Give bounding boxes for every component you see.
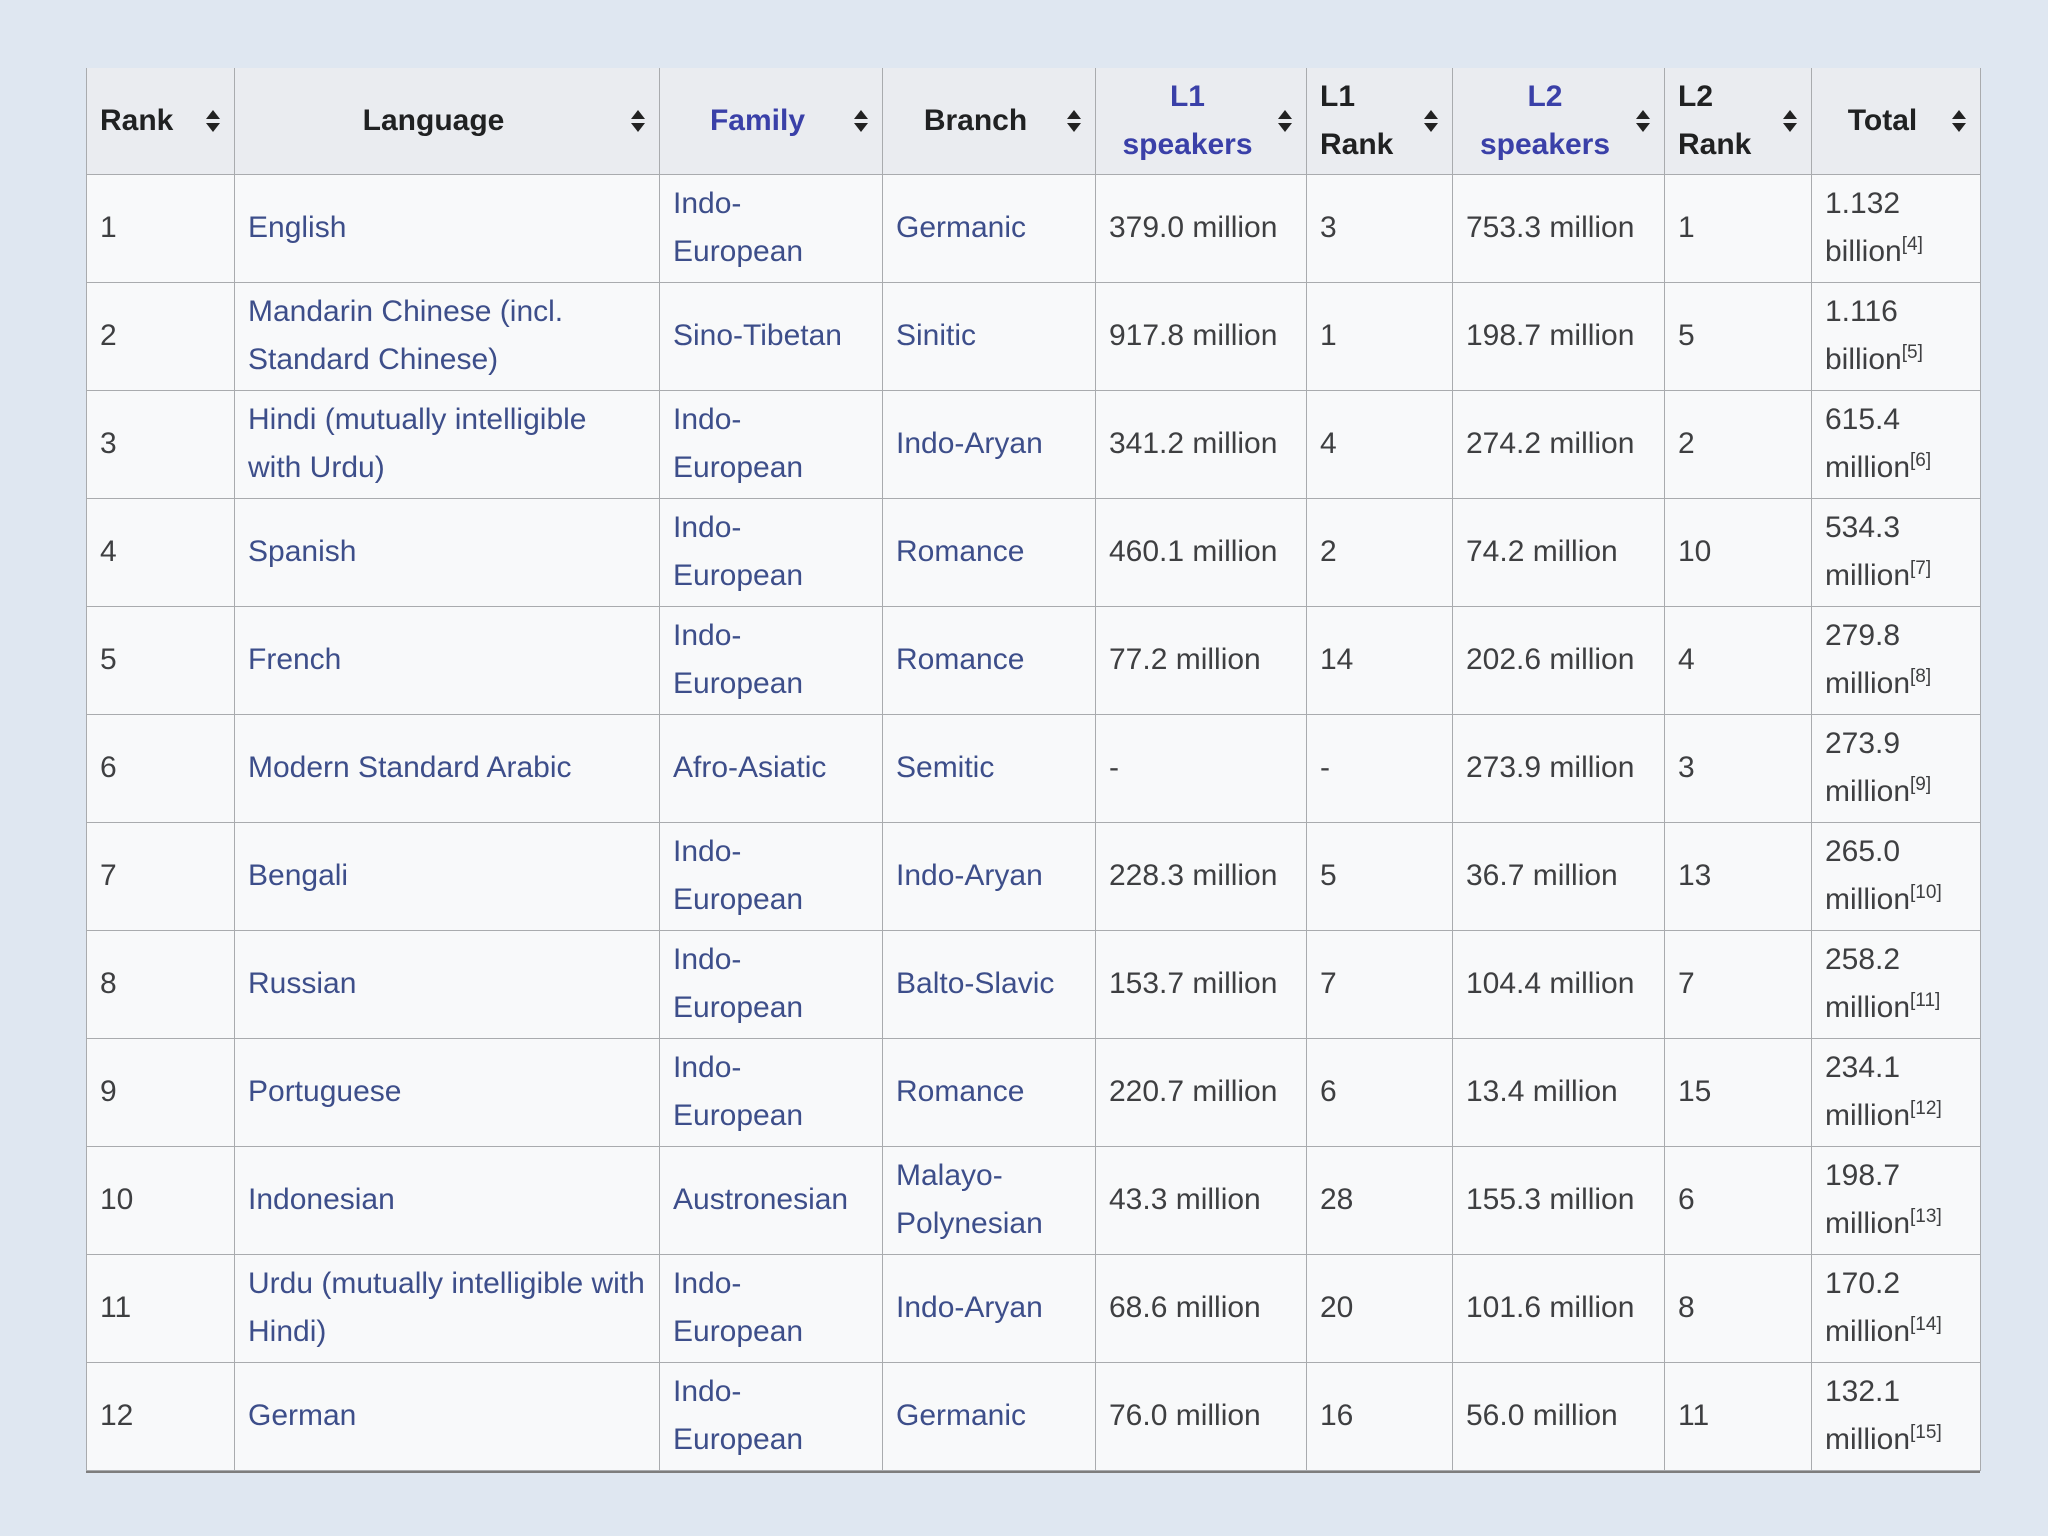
- table-body: [87, 174, 1981, 1470]
- cell-l2-rank: [1665, 174, 1812, 282]
- cell-total: [1812, 822, 1981, 930]
- cell-text: 228.3 million: [1109, 859, 1278, 892]
- cell-link[interactable]: Indo-European: [673, 1051, 804, 1132]
- cell-link[interactable]: Urdu (mutually intelligible with Hindi): [248, 1267, 645, 1348]
- cell-text: 12: [100, 1399, 134, 1432]
- reference-link[interactable]: [12]: [1910, 1098, 1942, 1119]
- cell-text: 153.7 million: [1109, 967, 1278, 1000]
- table-row: [87, 1254, 1981, 1362]
- cell-rank: [87, 1362, 235, 1470]
- cell-l1-speakers: [1096, 1146, 1307, 1254]
- table-row: [87, 1362, 1981, 1470]
- cell-l1-rank: [1307, 1038, 1453, 1146]
- header-label: Total: [1847, 103, 1918, 137]
- cell-text: 7: [100, 859, 117, 892]
- cell-text: 341.2 million: [1109, 427, 1278, 460]
- cell-text: 76.0 million: [1109, 1399, 1261, 1432]
- cell-l1-speakers: [1096, 174, 1307, 282]
- reference-link[interactable]: [7]: [1910, 558, 1932, 579]
- cell-language[interactable]: [235, 174, 660, 282]
- cell-link[interactable]: Indo-European: [673, 511, 804, 592]
- cell-text: 753.3 million: [1466, 211, 1635, 244]
- cell-total: [1812, 390, 1981, 498]
- reference-link[interactable]: [10]: [1910, 882, 1942, 903]
- cell-l2-speakers: [1453, 606, 1665, 714]
- cell-text: 7: [1320, 967, 1337, 1000]
- cell-text: 6: [100, 751, 117, 784]
- sort-arrows-icon[interactable]: [1783, 110, 1797, 132]
- cell-text: 1.116 billion: [1825, 295, 1902, 376]
- cell-link[interactable]: Indo-European: [673, 943, 804, 1024]
- cell-link[interactable]: Modern Standard Arabic: [248, 751, 572, 784]
- cell-text: 3: [100, 427, 117, 460]
- cell-language[interactable]: [235, 1146, 660, 1254]
- cell-rank: [87, 1038, 235, 1146]
- sort-arrows-icon[interactable]: [1067, 110, 1081, 132]
- header-l2-speakers[interactable]: [1453, 68, 1665, 174]
- cell-branch[interactable]: [883, 282, 1096, 390]
- cell-l1-rank: [1307, 1254, 1453, 1362]
- cell-language[interactable]: [235, 1362, 660, 1470]
- cell-l2-speakers: [1453, 714, 1665, 822]
- cell-text: 1: [1320, 319, 1337, 352]
- cell-text: 104.4 million: [1466, 967, 1635, 1000]
- sort-arrows-icon[interactable]: [1952, 110, 1966, 132]
- cell-branch[interactable]: [883, 1146, 1096, 1254]
- cell-link[interactable]: Indo-European: [673, 403, 804, 484]
- cell-rank: [87, 822, 235, 930]
- cell-text: 4: [1678, 643, 1695, 676]
- cell-text: 220.7 million: [1109, 1075, 1278, 1108]
- cell-text: -: [1320, 751, 1330, 784]
- cell-l1-rank: [1307, 714, 1453, 822]
- cell-text: 11: [1678, 1399, 1710, 1432]
- cell-family[interactable]: [660, 930, 883, 1038]
- cell-l1-speakers: [1096, 930, 1307, 1038]
- cell-total: [1812, 606, 1981, 714]
- cell-branch[interactable]: [883, 1362, 1096, 1470]
- table-row: [87, 390, 1981, 498]
- cell-link[interactable]: Romance: [896, 1075, 1025, 1108]
- cell-family[interactable]: [660, 1254, 883, 1362]
- cell-branch[interactable]: [883, 1254, 1096, 1362]
- header-family[interactable]: [660, 68, 883, 174]
- cell-text: 2: [100, 319, 117, 352]
- cell-link[interactable]: Hindi (mutually intelligible with Urdu): [248, 403, 587, 484]
- header-rank[interactable]: [87, 68, 235, 174]
- header-label: L1 Rank: [1320, 79, 1394, 161]
- cell-l1-speakers: [1096, 822, 1307, 930]
- table-row: [87, 174, 1981, 282]
- table-row: [87, 498, 1981, 606]
- cell-total: [1812, 1362, 1981, 1470]
- cell-total: [1812, 1254, 1981, 1362]
- cell-link[interactable]: Indo-European: [673, 1375, 804, 1456]
- table-row: [87, 714, 1981, 822]
- table-row: [87, 1038, 1981, 1146]
- cell-text: 273.9 million: [1825, 727, 1911, 808]
- cell-family[interactable]: [660, 1038, 883, 1146]
- cell-l1-rank: [1307, 1362, 1453, 1470]
- cell-link[interactable]: Malayo-Polynesian: [896, 1159, 1043, 1240]
- cell-link[interactable]: Spanish: [248, 535, 357, 568]
- cell-l1-rank: [1307, 498, 1453, 606]
- cell-l2-speakers: [1453, 282, 1665, 390]
- cell-rank: [87, 174, 235, 282]
- cell-link[interactable]: Austronesian: [673, 1183, 849, 1216]
- cell-text: 198.7 million: [1825, 1159, 1911, 1240]
- cell-l1-rank: [1307, 930, 1453, 1038]
- cell-text: 56.0 million: [1466, 1399, 1618, 1432]
- cell-total: [1812, 714, 1981, 822]
- reference-link[interactable]: [5]: [1901, 342, 1923, 363]
- cell-rank: [87, 390, 235, 498]
- reference-link[interactable]: [6]: [1910, 450, 1932, 471]
- cell-text: 15: [1678, 1075, 1712, 1108]
- cell-l1-rank: [1307, 1146, 1453, 1254]
- cell-text: 917.8 million: [1109, 319, 1278, 352]
- header-link[interactable]: L2 speakers: [1479, 79, 1611, 161]
- cell-text: 3: [1320, 211, 1337, 244]
- cell-rank: [87, 1254, 235, 1362]
- cell-text: 202.6 million: [1466, 643, 1635, 676]
- cell-family[interactable]: [660, 498, 883, 606]
- cell-l1-rank: [1307, 390, 1453, 498]
- cell-language[interactable]: [235, 822, 660, 930]
- cell-branch[interactable]: [883, 606, 1096, 714]
- cell-link[interactable]: Mandarin Chinese (incl. Standard Chinese): [248, 295, 564, 376]
- cell-l2-speakers: [1453, 498, 1665, 606]
- cell-text: 2: [1678, 427, 1695, 460]
- cell-language[interactable]: [235, 390, 660, 498]
- cell-link[interactable]: Semitic: [896, 751, 995, 784]
- cell-link[interactable]: Balto-Slavic: [896, 967, 1055, 1000]
- cell-text: 170.2 million: [1825, 1267, 1911, 1348]
- cell-l2-rank: [1665, 390, 1812, 498]
- cell-l1-speakers: [1096, 1254, 1307, 1362]
- cell-text: 155.3 million: [1466, 1183, 1635, 1216]
- cell-family[interactable]: [660, 390, 883, 498]
- header-link[interactable]: Family: [709, 103, 806, 137]
- cell-text: 273.9 million: [1466, 751, 1635, 784]
- cell-language[interactable]: [235, 1254, 660, 1362]
- reference-link[interactable]: [13]: [1910, 1206, 1942, 1227]
- cell-l2-rank: [1665, 1038, 1812, 1146]
- cell-family[interactable]: [660, 606, 883, 714]
- cell-l2-speakers: [1453, 1362, 1665, 1470]
- cell-l2-speakers: [1453, 174, 1665, 282]
- cell-family[interactable]: [660, 1146, 883, 1254]
- cell-language[interactable]: [235, 498, 660, 606]
- cell-link[interactable]: English: [248, 211, 347, 244]
- cell-text: 1.132 billion: [1825, 187, 1902, 268]
- cell-link[interactable]: Indo-European: [673, 1267, 804, 1348]
- table-row: [87, 282, 1981, 390]
- cell-link[interactable]: Romance: [896, 643, 1025, 676]
- cell-rank: [87, 1146, 235, 1254]
- cell-branch[interactable]: [883, 390, 1096, 498]
- cell-text: 36.7 million: [1466, 859, 1618, 892]
- cell-l2-speakers: [1453, 1146, 1665, 1254]
- cell-branch[interactable]: [883, 822, 1096, 930]
- cell-text: 16: [1320, 1399, 1354, 1432]
- cell-total: [1812, 1038, 1981, 1146]
- cell-link[interactable]: German: [248, 1399, 357, 1432]
- cell-total: [1812, 282, 1981, 390]
- cell-family[interactable]: [660, 822, 883, 930]
- sort-arrows-icon[interactable]: [631, 110, 645, 132]
- table-row: [87, 930, 1981, 1038]
- header-total[interactable]: [1812, 68, 1981, 174]
- reference-link[interactable]: [4]: [1901, 234, 1923, 255]
- header-l1-speakers[interactable]: [1096, 68, 1307, 174]
- cell-rank: [87, 930, 235, 1038]
- cell-branch[interactable]: [883, 498, 1096, 606]
- header-l2-rank[interactable]: [1665, 68, 1812, 174]
- cell-total: [1812, 174, 1981, 282]
- cell-l2-rank: [1665, 1254, 1812, 1362]
- cell-l1-speakers: [1096, 1362, 1307, 1470]
- cell-branch[interactable]: [883, 930, 1096, 1038]
- header-row: [87, 68, 1981, 174]
- cell-text: 4: [1320, 427, 1337, 460]
- cell-family[interactable]: [660, 282, 883, 390]
- cell-language[interactable]: [235, 606, 660, 714]
- languages-table: [86, 68, 1981, 1471]
- cell-link[interactable]: Indo-European: [673, 187, 804, 268]
- cell-l2-rank: [1665, 1146, 1812, 1254]
- cell-l1-speakers: [1096, 606, 1307, 714]
- header-label: Branch: [923, 103, 1028, 137]
- cell-text: 43.3 million: [1109, 1183, 1261, 1216]
- cell-branch[interactable]: [883, 1038, 1096, 1146]
- cell-text: 3: [1678, 751, 1695, 784]
- cell-text: -: [1109, 751, 1119, 784]
- cell-l2-speakers: [1453, 1254, 1665, 1362]
- cell-family[interactable]: [660, 1362, 883, 1470]
- cell-l1-rank: [1307, 606, 1453, 714]
- cell-text: 10: [100, 1183, 134, 1216]
- cell-text: 615.4 million: [1825, 403, 1911, 484]
- cell-link[interactable]: Indo-Aryan: [896, 1291, 1043, 1324]
- cell-total: [1812, 498, 1981, 606]
- cell-text: 10: [1678, 535, 1712, 568]
- cell-link[interactable]: French: [248, 643, 342, 676]
- cell-l1-speakers: [1096, 714, 1307, 822]
- cell-link[interactable]: Indo-Aryan: [896, 859, 1043, 892]
- table-row: [87, 822, 1981, 930]
- header-branch[interactable]: [883, 68, 1096, 174]
- header-link[interactable]: L1 speakers: [1122, 79, 1253, 161]
- cell-link[interactable]: Indonesian: [248, 1183, 395, 1216]
- cell-text: 460.1 million: [1109, 535, 1278, 568]
- cell-text: 132.1 million: [1825, 1375, 1911, 1456]
- cell-text: 2: [1320, 535, 1337, 568]
- cell-text: 258.2 million: [1825, 943, 1911, 1024]
- cell-total: [1812, 1146, 1981, 1254]
- cell-text: 5: [1320, 859, 1337, 892]
- cell-l2-speakers: [1453, 390, 1665, 498]
- cell-l2-speakers: [1453, 822, 1665, 930]
- cell-text: 20: [1320, 1291, 1354, 1324]
- cell-l2-rank: [1665, 822, 1812, 930]
- cell-text: 6: [1320, 1075, 1337, 1108]
- header-label: Rank: [100, 103, 174, 137]
- cell-text: 68.6 million: [1109, 1291, 1261, 1324]
- cell-link[interactable]: Germanic: [896, 211, 1027, 244]
- cell-text: 101.6 million: [1466, 1291, 1635, 1324]
- cell-text: 265.0 million: [1825, 835, 1911, 916]
- cell-l1-rank: [1307, 822, 1453, 930]
- cell-l2-rank: [1665, 714, 1812, 822]
- cell-link[interactable]: Portuguese: [248, 1075, 402, 1108]
- cell-l1-speakers: [1096, 1038, 1307, 1146]
- cell-text: 74.2 million: [1466, 535, 1618, 568]
- cell-text: 234.1 million: [1825, 1051, 1911, 1132]
- cell-text: 28: [1320, 1183, 1354, 1216]
- cell-language[interactable]: [235, 714, 660, 822]
- cell-link[interactable]: Bengali: [248, 859, 349, 892]
- table-row: [87, 606, 1981, 714]
- cell-link[interactable]: Indo-Aryan: [896, 427, 1043, 460]
- cell-text: 4: [100, 535, 117, 568]
- cell-branch[interactable]: [883, 174, 1096, 282]
- sort-arrows-icon[interactable]: [206, 110, 220, 132]
- cell-language[interactable]: [235, 930, 660, 1038]
- reference-link[interactable]: [8]: [1910, 666, 1932, 687]
- table-row: [87, 1146, 1981, 1254]
- cell-text: 13: [1678, 859, 1712, 892]
- cell-link[interactable]: Sino-Tibetan: [673, 319, 842, 352]
- cell-text: 5: [1678, 319, 1695, 352]
- cell-text: 534.3 million: [1825, 511, 1911, 592]
- cell-text: 8: [1678, 1291, 1695, 1324]
- cell-text: 279.8 million: [1825, 619, 1911, 700]
- cell-branch[interactable]: [883, 714, 1096, 822]
- cell-text: 198.7 million: [1466, 319, 1635, 352]
- reference-link[interactable]: [14]: [1910, 1314, 1942, 1335]
- cell-text: 1: [1678, 211, 1695, 244]
- cell-total: [1812, 930, 1981, 1038]
- cell-link[interactable]: Indo-European: [673, 835, 804, 916]
- cell-rank: [87, 714, 235, 822]
- reference-link[interactable]: [11]: [1910, 990, 1941, 1011]
- cell-l1-speakers: [1096, 282, 1307, 390]
- header-l1-rank[interactable]: [1307, 68, 1453, 174]
- sort-arrows-icon[interactable]: [1636, 110, 1650, 132]
- cell-text: 13.4 million: [1466, 1075, 1618, 1108]
- cell-l2-rank: [1665, 1362, 1812, 1470]
- cell-language[interactable]: [235, 1038, 660, 1146]
- languages-table-container: [86, 68, 1980, 1473]
- cell-l1-rank: [1307, 174, 1453, 282]
- sort-arrows-icon[interactable]: [854, 110, 868, 132]
- cell-text: 77.2 million: [1109, 643, 1261, 676]
- cell-l2-rank: [1665, 930, 1812, 1038]
- cell-family[interactable]: [660, 714, 883, 822]
- cell-link[interactable]: Russian: [248, 967, 357, 1000]
- cell-l2-rank: [1665, 606, 1812, 714]
- cell-family[interactable]: [660, 174, 883, 282]
- cell-text: 14: [1320, 643, 1354, 676]
- cell-rank: [87, 282, 235, 390]
- cell-text: 11: [100, 1291, 132, 1324]
- cell-text: 5: [100, 643, 117, 676]
- cell-text: 274.2 million: [1466, 427, 1635, 460]
- sort-arrows-icon[interactable]: [1424, 110, 1438, 132]
- cell-l1-speakers: [1096, 390, 1307, 498]
- cell-rank: [87, 606, 235, 714]
- cell-text: 379.0 million: [1109, 211, 1278, 244]
- cell-l2-rank: [1665, 498, 1812, 606]
- cell-l1-speakers: [1096, 498, 1307, 606]
- cell-l2-speakers: [1453, 930, 1665, 1038]
- cell-link[interactable]: Romance: [896, 535, 1025, 568]
- cell-l1-rank: [1307, 282, 1453, 390]
- header-language[interactable]: [235, 68, 660, 174]
- cell-l2-speakers: [1453, 1038, 1665, 1146]
- cell-text: 7: [1678, 967, 1695, 1000]
- cell-text: 9: [100, 1075, 117, 1108]
- cell-rank: [87, 498, 235, 606]
- cell-text: 8: [100, 967, 117, 1000]
- cell-text: 6: [1678, 1183, 1695, 1216]
- header-label: L2 Rank: [1678, 79, 1752, 161]
- sort-arrows-icon[interactable]: [1278, 110, 1292, 132]
- cell-link[interactable]: Afro-Asiatic: [673, 751, 827, 784]
- reference-link[interactable]: [9]: [1910, 774, 1932, 795]
- header-label: Language: [362, 103, 505, 137]
- cell-l2-rank: [1665, 282, 1812, 390]
- cell-text: 1: [100, 211, 117, 244]
- cell-language[interactable]: [235, 282, 660, 390]
- cell-link[interactable]: Indo-European: [673, 619, 804, 700]
- cell-link[interactable]: Sinitic: [896, 319, 977, 352]
- reference-link[interactable]: [15]: [1910, 1422, 1942, 1443]
- cell-link[interactable]: Germanic: [896, 1399, 1027, 1432]
